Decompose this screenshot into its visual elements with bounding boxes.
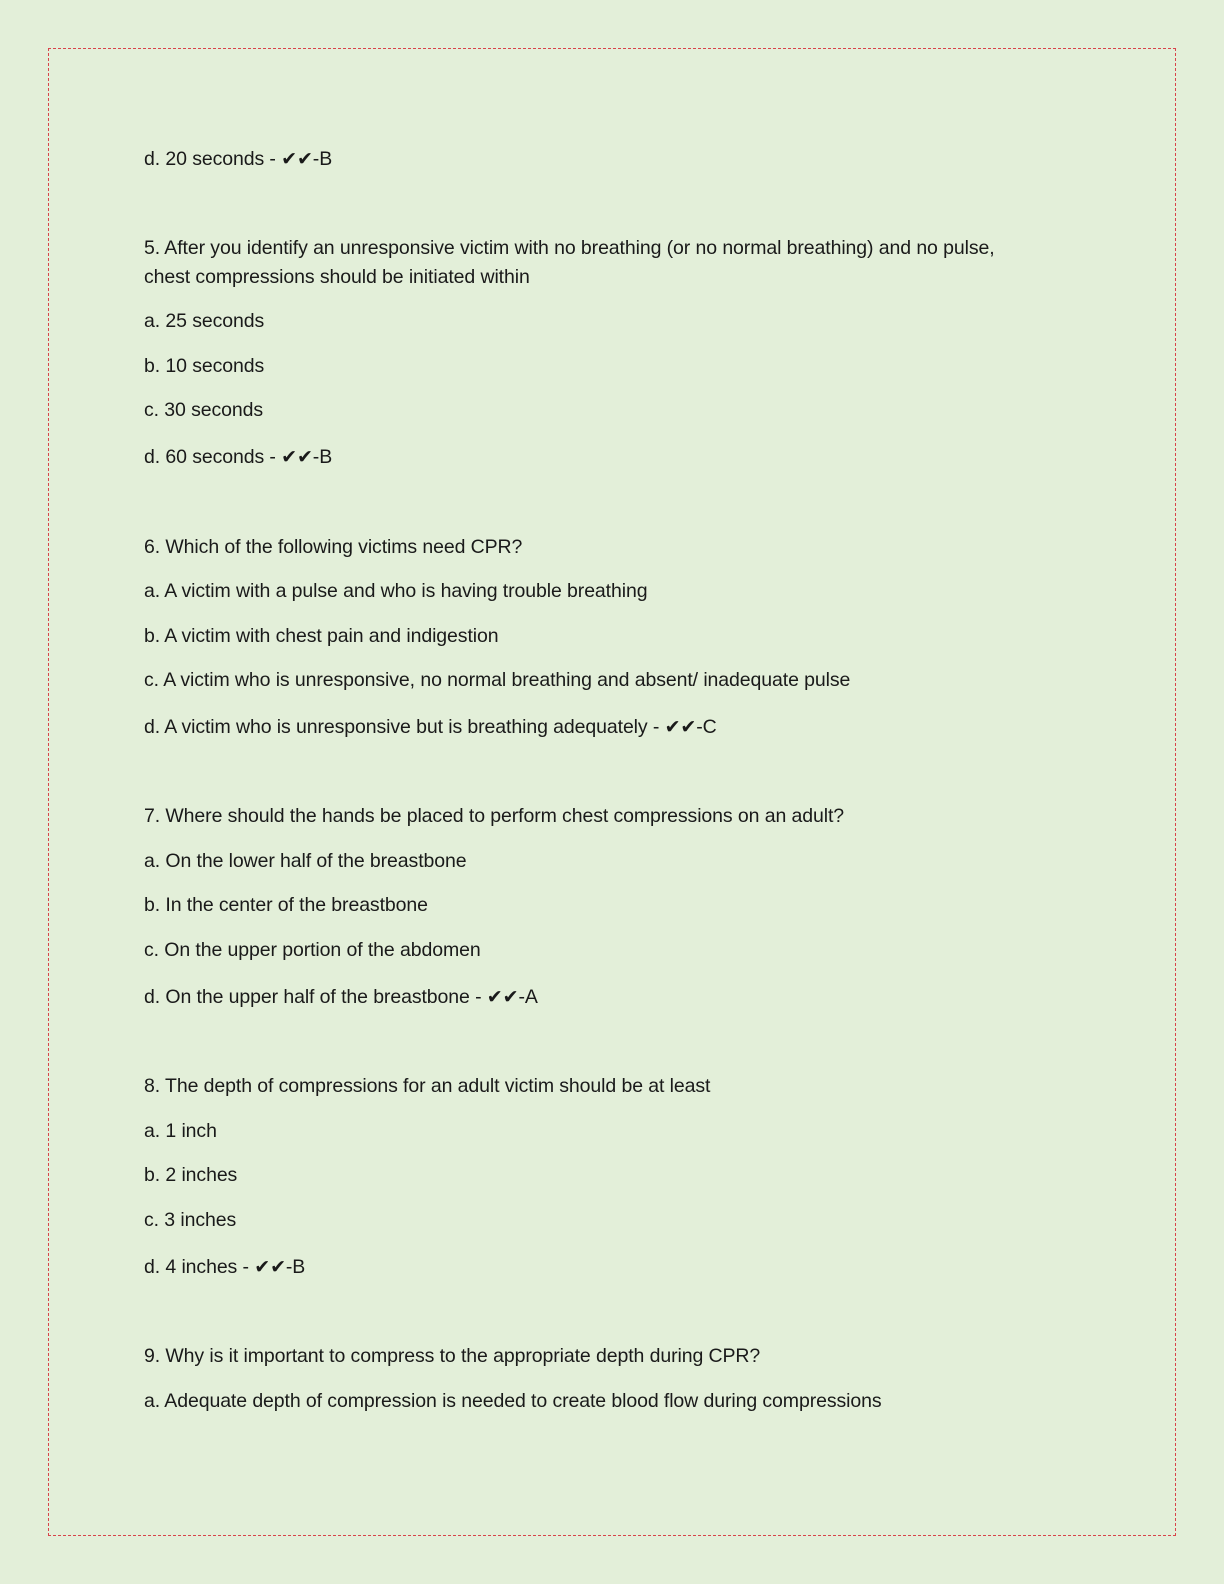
answer-line: d. On the upper half of the breastbone - ✔✔-A: [144, 986, 538, 1008]
option-c: c. On the upper portion of the abdomen: [144, 939, 481, 961]
option-a: a. A victim with a pulse and who is having trouble breathing: [144, 580, 648, 602]
double-check-icon: ✔✔: [486, 986, 519, 1008]
option-b: b. 10 seconds: [144, 355, 265, 377]
double-check-icon: ✔✔: [254, 1256, 286, 1278]
double-check-icon: ✔✔: [664, 716, 697, 738]
option-a: a. Adequate depth of compression is needed to create blood flow during compressions: [144, 1390, 882, 1412]
question-9: 9. Why is it important to compress to the appropriate depth during CPR?: [144, 1345, 761, 1367]
question-5-continued: chest compressions should be initiated within: [144, 266, 530, 288]
question-6: 6. Which of the following victims need CPR?: [144, 536, 523, 558]
option-a: a. 1 inch: [144, 1120, 217, 1142]
answer-line: d. 60 seconds - ✔✔-B: [144, 446, 333, 468]
double-check-icon: ✔✔: [281, 446, 313, 468]
option-a: a. On the lower half of the breastbone: [144, 850, 467, 872]
option-b: b. 2 inches: [144, 1164, 238, 1186]
option-a: a. 25 seconds: [144, 310, 265, 332]
double-check-icon: ✔✔: [281, 148, 313, 170]
question-5: 5. After you identify an unresponsive victim with no breathing (or no normal breathing) and no pulse,: [144, 237, 995, 259]
option-b: b. In the center of the breastbone: [144, 894, 428, 916]
option-c: c. 30 seconds: [144, 399, 264, 421]
option-c: c. A victim who is unresponsive, no normal breathing and absent/ inadequate pulse: [144, 669, 851, 691]
answer-line: d. 4 inches - ✔✔-B: [144, 1256, 306, 1278]
question-7: 7. Where should the hands be placed to perform chest compressions on an adult?: [144, 805, 845, 827]
option-b: b. A victim with chest pain and indigestion: [144, 625, 499, 647]
question-8: 8. The depth of compressions for an adult victim should be at least: [144, 1075, 711, 1097]
option-c: c. 3 inches: [144, 1209, 237, 1231]
answer-line: d. 20 seconds - ✔✔-B: [144, 148, 333, 170]
answer-line: d. A victim who is unresponsive but is breathing adequately - ✔✔-C: [144, 716, 717, 738]
